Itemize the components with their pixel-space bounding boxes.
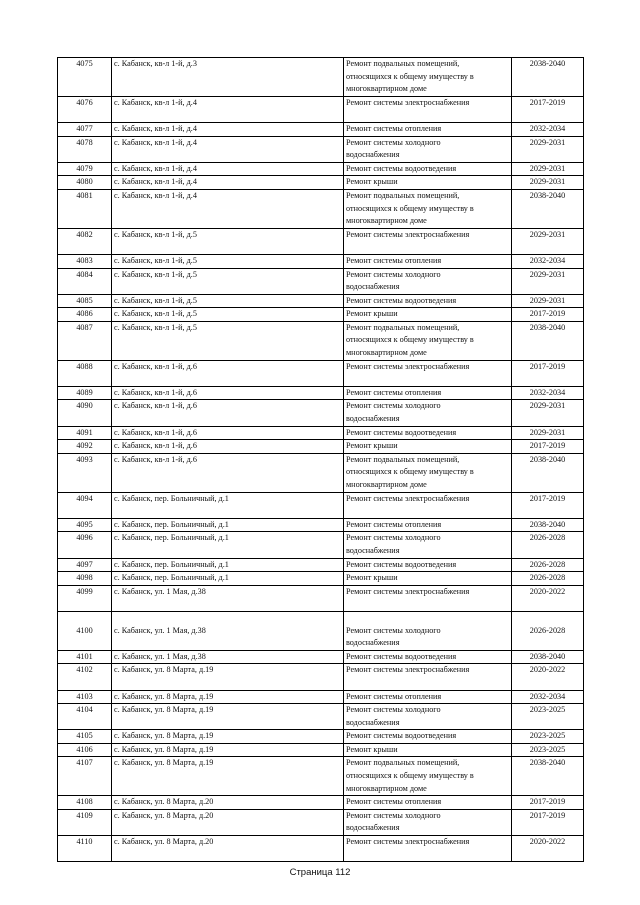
address-cell: с. Кабанск, кв-л 1-й, д.5 <box>112 254 344 268</box>
address-cell: с. Кабанск, кв-л 1-й, д.5 <box>112 294 344 308</box>
work-type-cell <box>344 136 512 162</box>
period-cell: 2026-2028 <box>512 611 584 650</box>
work-type-line: Ремонт системы отопления <box>346 123 442 133</box>
work-type-cell <box>344 518 512 532</box>
work-type-cell <box>344 122 512 136</box>
work-type-line: Ремонт крыши <box>346 573 398 583</box>
table-row <box>58 704 584 730</box>
row-number: 4103 <box>58 690 112 704</box>
period-cell: 2038-2040 <box>512 757 584 796</box>
work-type-line <box>346 373 508 386</box>
row-number: 4110 <box>58 836 112 862</box>
address-cell: с. Кабанск, кв-л 1-й, д.6 <box>112 386 344 400</box>
work-type-cell <box>344 228 512 254</box>
address-cell: с. Кабанск, пер. Больничный, д.1 <box>112 532 344 558</box>
address-cell: с. Кабанск, кв-л 1-й, д.4 <box>112 189 344 228</box>
page-footer: Страница 112 <box>289 867 351 878</box>
table-row <box>58 453 584 492</box>
work-type-cell <box>344 360 512 386</box>
work-type-line: Ремонт системы водоотведения <box>346 163 457 173</box>
work-type-cell <box>344 757 512 796</box>
table-row <box>58 176 584 190</box>
work-type-cell <box>344 294 512 308</box>
work-type-line: многоквартирном доме <box>346 783 427 793</box>
address-cell: с. Кабанск, ул. 8 Марта, д.19 <box>112 690 344 704</box>
address-cell: с. Кабанск, кв-л 1-й, д.4 <box>112 122 344 136</box>
work-type-cell <box>344 611 512 650</box>
work-type-line: многоквартирном доме <box>346 84 427 94</box>
work-type-cell <box>344 572 512 586</box>
table-row <box>58 492 584 518</box>
table-row <box>58 532 584 558</box>
row-number: 4085 <box>58 294 112 308</box>
table-row <box>58 572 584 586</box>
address-cell: с. Кабанск, кв-л 1-й, д.5 <box>112 268 344 294</box>
work-type-line: водоснабжения <box>346 150 400 160</box>
work-type-line: многоквартирном доме <box>346 348 427 358</box>
work-type-line <box>346 505 508 518</box>
work-type-line: многоквартирном доме <box>346 216 427 226</box>
work-type-line <box>346 598 508 611</box>
work-type-cell <box>344 96 512 122</box>
work-type-cell <box>344 585 512 611</box>
row-number: 4093 <box>58 453 112 492</box>
work-type-line: Ремонт крыши <box>346 177 398 187</box>
period-cell: 2029-2031 <box>512 294 584 308</box>
row-number: 4094 <box>58 492 112 518</box>
period-cell: 2038-2040 <box>512 518 584 532</box>
row-number: 4099 <box>58 585 112 611</box>
address-cell: с. Кабанск, ул. 8 Марта, д.20 <box>112 809 344 835</box>
work-type-line: Ремонт системы электроснабжения <box>346 97 470 107</box>
table-row <box>58 268 584 294</box>
work-type-cell <box>344 386 512 400</box>
address-cell: с. Кабанск, пер. Больничный, д.1 <box>112 572 344 586</box>
period-cell: 2023-2025 <box>512 743 584 757</box>
table-row <box>58 58 584 97</box>
work-type-line <box>346 849 508 862</box>
address-cell: с. Кабанск, ул. 8 Марта, д.19 <box>112 704 344 730</box>
address-cell: с. Кабанск, кв-л 1-й, д.6 <box>112 400 344 426</box>
work-type-cell <box>344 690 512 704</box>
row-number: 4089 <box>58 386 112 400</box>
row-number: 4106 <box>58 743 112 757</box>
period-cell: 2020-2022 <box>512 664 584 690</box>
work-type-line: водоснабжения <box>346 823 400 833</box>
work-type-cell <box>344 809 512 835</box>
table-row <box>58 426 584 440</box>
table-row <box>58 743 584 757</box>
work-type-cell <box>344 321 512 360</box>
work-type-line: относящихся к общему имуществу в <box>346 335 474 345</box>
row-number: 4084 <box>58 268 112 294</box>
work-type-cell <box>344 558 512 572</box>
address-cell: с. Кабанск, кв-л 1-й, д.4 <box>112 162 344 176</box>
period-cell: 2038-2040 <box>512 58 584 97</box>
work-type-line: Ремонт системы водоотведения <box>346 651 457 661</box>
work-type-cell <box>344 440 512 454</box>
table-row <box>58 162 584 176</box>
row-number: 4075 <box>58 58 112 97</box>
work-type-cell <box>344 254 512 268</box>
table-row <box>58 809 584 835</box>
work-type-cell <box>344 492 512 518</box>
table-row <box>58 228 584 254</box>
row-number: 4105 <box>58 730 112 744</box>
work-type-line: Ремонт системы водоотведения <box>346 731 457 741</box>
row-number: 4095 <box>58 518 112 532</box>
work-type-line: Ремонт системы холодного <box>346 533 441 543</box>
work-type-cell <box>344 268 512 294</box>
period-cell: 2038-2040 <box>512 189 584 228</box>
period-cell: 2029-2031 <box>512 176 584 190</box>
row-number: 4077 <box>58 122 112 136</box>
period-cell: 2017-2019 <box>512 96 584 122</box>
period-cell: 2023-2025 <box>512 730 584 744</box>
work-type-line <box>346 109 508 122</box>
work-type-line: Ремонт системы отопления <box>346 387 442 397</box>
address-cell: с. Кабанск, кв-л 1-й, д.4 <box>112 96 344 122</box>
work-type-cell <box>344 426 512 440</box>
work-type-cell <box>344 189 512 228</box>
work-type-line: относящихся к общему имуществу в <box>346 467 474 477</box>
address-cell: с. Кабанск, ул. 8 Марта, д.19 <box>112 664 344 690</box>
work-type-line: Ремонт системы холодного <box>346 137 441 147</box>
work-type-cell <box>344 162 512 176</box>
period-cell: 2029-2031 <box>512 136 584 162</box>
work-type-line: относящихся к общему имуществу в <box>346 771 474 781</box>
work-type-line: Ремонт системы электроснабжения <box>346 837 470 847</box>
row-number: 4090 <box>58 400 112 426</box>
row-number: 4087 <box>58 321 112 360</box>
work-type-cell <box>344 532 512 558</box>
row-number: 4104 <box>58 704 112 730</box>
work-type-line: Ремонт системы электроснабжения <box>346 493 470 503</box>
work-type-line: Ремонт крыши <box>346 441 398 451</box>
period-cell: 2038-2040 <box>512 453 584 492</box>
address-cell: с. Кабанск, кв-л 1-й, д.4 <box>112 176 344 190</box>
work-type-line: Ремонт системы холодного <box>346 269 441 279</box>
work-type-cell <box>344 796 512 810</box>
row-number: 4107 <box>58 757 112 796</box>
work-type-line: Ремонт системы электроснабжения <box>346 586 470 596</box>
work-type-cell <box>344 704 512 730</box>
table-row <box>58 360 584 386</box>
table-row <box>58 122 584 136</box>
work-type-line: водоснабжения <box>346 282 400 292</box>
work-type-line: Ремонт системы холодного <box>346 625 441 635</box>
period-cell: 2029-2031 <box>512 162 584 176</box>
work-type-cell <box>344 730 512 744</box>
work-type-line: Ремонт системы отопления <box>346 691 442 701</box>
work-type-line: Ремонт подвальных помещений, <box>346 190 460 200</box>
period-cell: 2032-2034 <box>512 690 584 704</box>
address-cell: с. Кабанск, кв-л 1-й, д.4 <box>112 136 344 162</box>
table-row <box>58 690 584 704</box>
work-type-line: водоснабжения <box>346 414 400 424</box>
row-number: 4083 <box>58 254 112 268</box>
work-type-cell <box>344 664 512 690</box>
period-cell: 2026-2028 <box>512 532 584 558</box>
row-number: 4096 <box>58 532 112 558</box>
work-type-cell <box>344 400 512 426</box>
period-cell: 2020-2022 <box>512 585 584 611</box>
period-cell: 2020-2022 <box>512 836 584 862</box>
table-row <box>58 294 584 308</box>
row-number: 4081 <box>58 189 112 228</box>
row-number: 4100 <box>58 611 112 650</box>
table-row <box>58 730 584 744</box>
period-cell: 2017-2019 <box>512 809 584 835</box>
table-row <box>58 254 584 268</box>
work-type-line: Ремонт системы электроснабжения <box>346 361 470 371</box>
period-cell: 2038-2040 <box>512 321 584 360</box>
work-type-line: Ремонт системы отопления <box>346 255 442 265</box>
table-row <box>58 308 584 322</box>
work-type-cell <box>344 453 512 492</box>
work-type-line: водоснабжения <box>346 638 400 648</box>
row-number: 4109 <box>58 809 112 835</box>
work-type-line <box>346 677 508 690</box>
address-cell: с. Кабанск, ул. 8 Марта, д.20 <box>112 836 344 862</box>
row-number: 4098 <box>58 572 112 586</box>
table-row <box>58 611 584 650</box>
work-type-cell <box>344 58 512 97</box>
period-cell: 2017-2019 <box>512 360 584 386</box>
work-type-line: Ремонт системы водоотведения <box>346 427 457 437</box>
row-number: 4097 <box>58 558 112 572</box>
table-row <box>58 757 584 796</box>
work-type-line: Ремонт крыши <box>346 744 398 754</box>
work-type-cell <box>344 308 512 322</box>
table-row <box>58 189 584 228</box>
repair-schedule-table <box>57 57 584 862</box>
work-type-cell <box>344 176 512 190</box>
period-cell: 2017-2019 <box>512 796 584 810</box>
row-number: 4108 <box>58 796 112 810</box>
period-cell: 2032-2034 <box>512 122 584 136</box>
table-row <box>58 400 584 426</box>
period-cell: 2029-2031 <box>512 228 584 254</box>
table-row <box>58 664 584 690</box>
work-type-line: относящихся к общему имуществу в <box>346 71 474 81</box>
work-type-line: Ремонт системы отопления <box>346 519 442 529</box>
row-number: 4101 <box>58 650 112 664</box>
table-body <box>58 58 584 862</box>
table-row <box>58 136 584 162</box>
period-cell: 2017-2019 <box>512 440 584 454</box>
row-number: 4091 <box>58 426 112 440</box>
work-type-line <box>346 241 508 254</box>
table-row <box>58 440 584 454</box>
table-row <box>58 585 584 611</box>
address-cell: с. Кабанск, кв-л 1-й, д.6 <box>112 360 344 386</box>
table-row <box>58 96 584 122</box>
table-row <box>58 650 584 664</box>
work-type-line: водоснабжения <box>346 545 400 555</box>
period-cell: 2038-2040 <box>512 650 584 664</box>
period-cell: 2029-2031 <box>512 400 584 426</box>
period-cell: 2017-2019 <box>512 308 584 322</box>
work-type-line: Ремонт системы отопления <box>346 797 442 807</box>
work-type-line: Ремонт подвальных помещений, <box>346 454 460 464</box>
work-type-line: Ремонт системы водоотведения <box>346 559 457 569</box>
table-row <box>58 321 584 360</box>
address-cell: с. Кабанск, кв-л 1-й, д.5 <box>112 321 344 360</box>
table-row <box>58 518 584 532</box>
address-cell: с. Кабанск, пер. Больничный, д.1 <box>112 558 344 572</box>
address-cell: с. Кабанск, ул. 1 Мая, д.38 <box>112 585 344 611</box>
address-cell: с. Кабанск, ул. 8 Марта, д.19 <box>112 730 344 744</box>
address-cell: с. Кабанск, кв-л 1-й, д.3 <box>112 58 344 97</box>
work-type-line: Ремонт системы холодного <box>346 401 441 411</box>
work-type-line: Ремонт системы холодного <box>346 705 441 715</box>
period-cell: 2023-2025 <box>512 704 584 730</box>
row-number: 4102 <box>58 664 112 690</box>
work-type-line: Ремонт системы электроснабжения <box>346 229 470 239</box>
work-type-line: Ремонт крыши <box>346 309 398 319</box>
work-type-line: Ремонт подвальных помещений, <box>346 322 460 332</box>
address-cell: с. Кабанск, кв-л 1-й, д.6 <box>112 440 344 454</box>
work-type-line: водоснабжения <box>346 717 400 727</box>
row-number: 4082 <box>58 228 112 254</box>
address-cell: с. Кабанск, кв-л 1-й, д.6 <box>112 453 344 492</box>
row-number: 4078 <box>58 136 112 162</box>
work-type-cell <box>344 650 512 664</box>
row-number: 4080 <box>58 176 112 190</box>
period-cell: 2017-2019 <box>512 492 584 518</box>
row-number: 4088 <box>58 360 112 386</box>
address-cell: с. Кабанск, ул. 8 Марта, д.19 <box>112 757 344 796</box>
row-number: 4076 <box>58 96 112 122</box>
table-row <box>58 558 584 572</box>
work-type-cell <box>344 836 512 862</box>
work-type-line: Ремонт системы холодного <box>346 810 441 820</box>
work-type-line <box>346 612 508 625</box>
table-row <box>58 796 584 810</box>
work-type-line: Ремонт системы электроснабжения <box>346 665 470 675</box>
table-row <box>58 836 584 862</box>
period-cell: 2032-2034 <box>512 254 584 268</box>
address-cell: с. Кабанск, кв-л 1-й, д.6 <box>112 426 344 440</box>
period-cell: 2032-2034 <box>512 386 584 400</box>
address-cell: с. Кабанск, пер. Больничный, д.1 <box>112 518 344 532</box>
period-cell: 2026-2028 <box>512 572 584 586</box>
address-cell: с. Кабанск, ул. 1 Мая, д.38 <box>112 611 344 650</box>
period-cell: 2026-2028 <box>512 558 584 572</box>
work-type-line: Ремонт системы водоотведения <box>346 295 457 305</box>
work-type-cell <box>344 743 512 757</box>
work-type-line: Ремонт подвальных помещений, <box>346 59 460 68</box>
work-type-line: Ремонт подвальных помещений, <box>346 758 460 768</box>
row-number: 4092 <box>58 440 112 454</box>
address-cell: с. Кабанск, кв-л 1-й, д.5 <box>112 308 344 322</box>
period-cell: 2029-2031 <box>512 426 584 440</box>
address-cell: с. Кабанск, ул. 8 Марта, д.20 <box>112 796 344 810</box>
row-number: 4079 <box>58 162 112 176</box>
period-cell: 2029-2031 <box>512 268 584 294</box>
work-type-line: многоквартирном доме <box>346 480 427 489</box>
table-row <box>58 386 584 400</box>
address-cell: с. Кабанск, ул. 1 Мая, д.38 <box>112 650 344 664</box>
address-cell: с. Кабанск, пер. Больничный, д.1 <box>112 492 344 518</box>
address-cell: с. Кабанск, ул. 8 Марта, д.19 <box>112 743 344 757</box>
address-cell: с. Кабанск, кв-л 1-й, д.5 <box>112 228 344 254</box>
row-number: 4086 <box>58 308 112 322</box>
work-type-line: относящихся к общему имуществу в <box>346 203 474 213</box>
